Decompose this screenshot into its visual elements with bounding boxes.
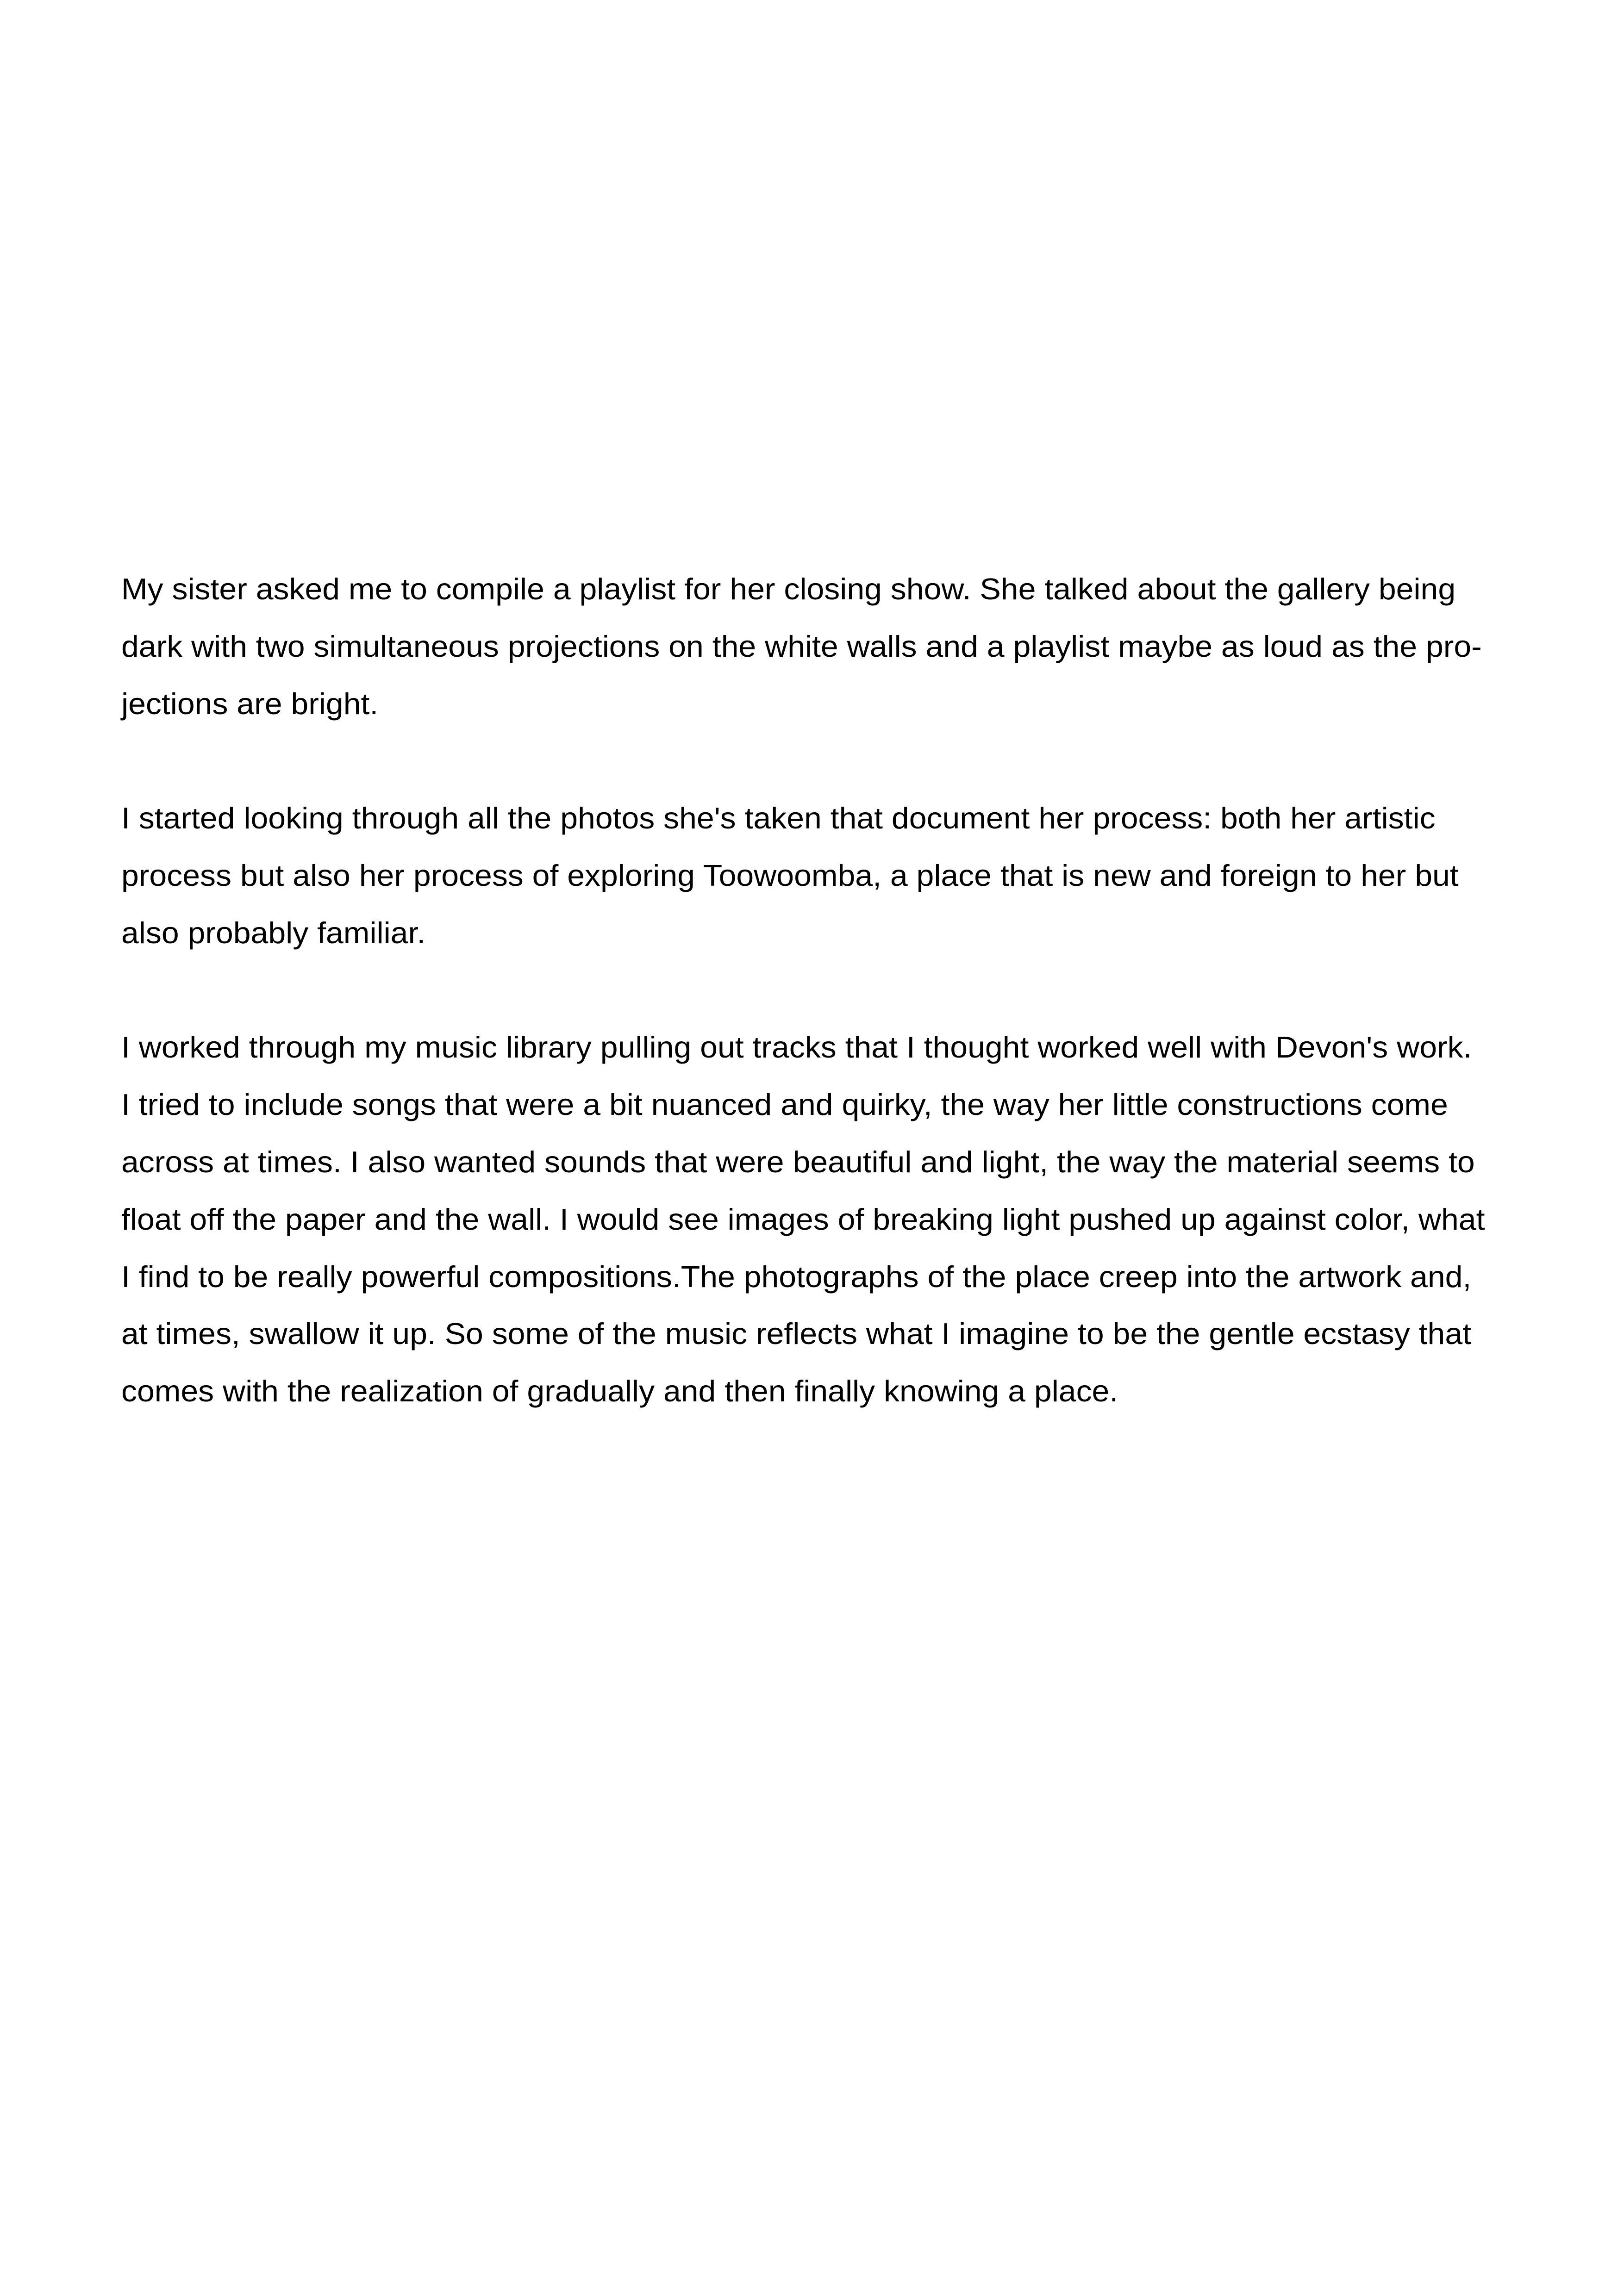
paragraph-1 xyxy=(121,560,1510,732)
text-line: at times, swallow it up. So some of the music reflects what I imagine to be the gentle ecstasy that xyxy=(121,1317,1472,1351)
text-line: I started looking through all the photos she's taken that document her process: both her artistic xyxy=(121,801,1436,835)
text-line: I tried to include songs that were a bit nuanced and quirky, the way her little constructions come xyxy=(121,1088,1448,1122)
text-line: jections are bright. xyxy=(121,686,379,721)
paragraph-2 xyxy=(121,790,1510,961)
body-text xyxy=(121,560,1510,1420)
text-line: comes with the realization of gradually and then finally knowing a place. xyxy=(121,1374,1118,1408)
text-line: My sister asked me to compile a playlist for her closing show. She talked about the gallery being xyxy=(121,572,1456,606)
text-line: float off the paper and the wall. I would see images of breaking light pushed up against color, what xyxy=(121,1202,1485,1236)
text-line: I find to be really powerful compositions.The photographs of the place creep into the artwork and, xyxy=(121,1259,1472,1294)
text-line: dark with two simultaneous projections on the white walls and a playlist maybe as loud as the pro- xyxy=(121,629,1482,663)
text-line: I worked through my music library pulling out tracks that I thought worked well with Devon's work. xyxy=(121,1030,1472,1064)
paragraph-3 xyxy=(121,1019,1510,1420)
text-line: process but also her process of exploring Toowoomba, a place that is new and foreign to her but xyxy=(121,858,1459,892)
text-line: across at times. I also wanted sounds that were beautiful and light, the way the material seems to xyxy=(121,1145,1475,1179)
text-line: also probably familiar. xyxy=(121,915,426,950)
